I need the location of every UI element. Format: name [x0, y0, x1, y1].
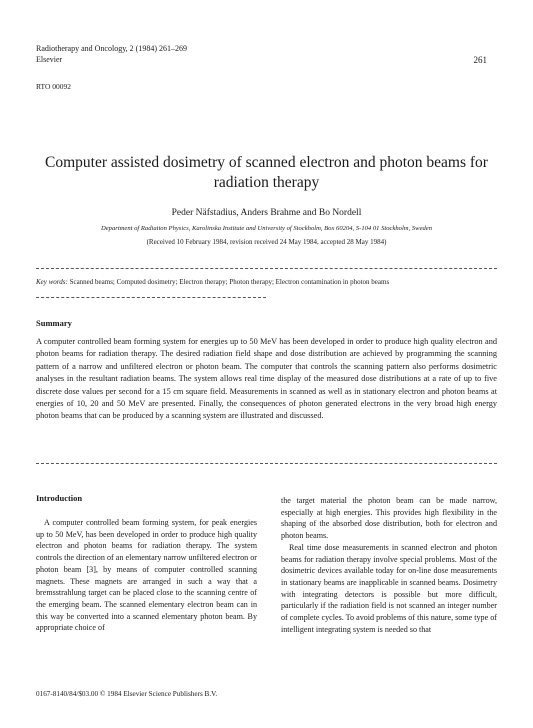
intro-column-1: A computer controlled beam forming system, for peak energies up to 50 MeV, has been developed in order to produce high quality electron and photon beams for radiation therapy. The system controls the direction of an elementary narrow unfiltered electron or photon beam [3], by means of computer controlled scanning magnets. These magnets are arranged in such a way that a bremsstrahlung target can be placed close to the scanning centre of the emerging beam. The scanned elementary electron beam can in this way be converted into a scanned elementary photon beam. By appropriate choice of [36, 518, 257, 633]
keywords-label: Key words: [36, 278, 68, 286]
intro-paragraph-2: Real time dose measurements in scanned electron and photon beams for radiation therapy involve special problems. Most of the dosimetric devices available today for on-line dose measurements in stationary beams are inapplicable in scanned beams. Dosimetry with integrating detectors is possible but more difficult, particularly if the radiation field is not scanned an integer number of complete cycles. To avoid problems of this nature, some type of intelligent integrating system is needed so that [281, 542, 497, 634]
affiliation: Department of Radiation Physics, Karolinska Institute and University of Stockholm, Box 60204, S-104 01 Stockholm, Sweden [100, 225, 433, 232]
copyright-footer: 0167-8140/84/$03.00 © 1984 Elsevier Science Publishers B.V. [36, 690, 218, 698]
divider-keywords [36, 297, 266, 298]
journal-citation: Radiotherapy and Oncology, 2 (1984) 261–269 [36, 44, 188, 53]
summary-text: A computer controlled beam forming system for energies up to 50 MeV has been developed in order to produce high quality electron and photon beams for radiation therapy. The desired radiation field shape and dose distribution are achieved by programming the scanning pattern of a narrow and unfiltered electron or photon beam. The computer that controls the scanning pattern also performs dosimetric analyses in the resultant radiation beams. The system allows real time display of the measured dose distributions at a rate of up to five discrete dose values per second for a 15 cm square field. Measurements in scanned as well as in stationary electron and photon beams at energies of 10, 20 and 50 MeV are presented. Finally, the consequences of photon generated electrons in the very broad high energy photon beams that can be produced by a scanning system are illustrated and discussed. [36, 337, 497, 421]
article-title: Computer assisted dosimetry of scanned electron and photon beams for radiation therapy [45, 154, 488, 191]
divider-summary [36, 463, 497, 464]
intro-paragraph-1: the target material the photon beam can be made narrow, especially at high energies. This provides high flexibility in the shaping of the absorbed dose distribution, both for electron and photon beams. [281, 496, 497, 541]
keywords [36, 278, 497, 286]
keywords-text: Scanned beams; Computed dosimetry; Electron therapy; Photon therapy; Electron contamination in photon beams [67, 278, 390, 286]
received-dates: (Received 10 February 1984, revision received 24 May 1984, accepted 28 May 1984) [146, 238, 387, 246]
journal-header [36, 43, 187, 65]
article-code: RTO 00092 [36, 82, 72, 91]
summary-heading: Summary [36, 318, 72, 328]
publisher: Elsevier [36, 55, 63, 64]
intro-column-2 [281, 495, 497, 635]
divider-top [36, 268, 497, 269]
authors: Peder Näfstadius, Anders Brahme and Bo Nordell [171, 208, 362, 218]
page-number: 261 [473, 55, 487, 65]
introduction-heading: Introduction [36, 493, 83, 503]
